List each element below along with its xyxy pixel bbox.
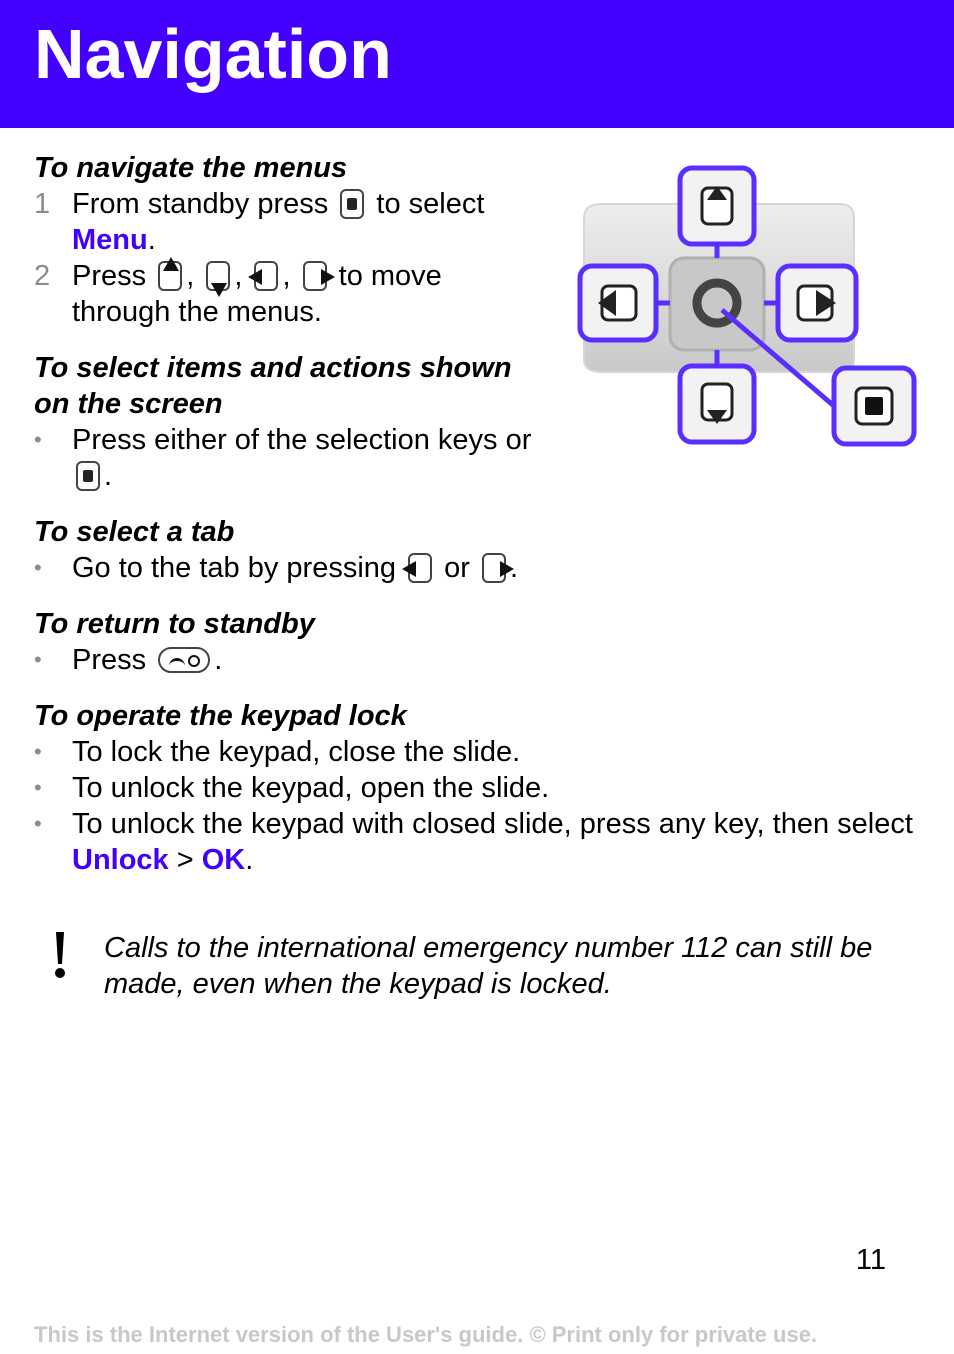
bullet-item	[34, 642, 924, 678]
nav-right-key-icon	[303, 261, 327, 291]
bullet-text: To unlock the keypad, open the slide.	[72, 772, 550, 804]
bullet-item	[34, 770, 924, 806]
bullet: •	[34, 775, 42, 800]
bullet-text: or	[444, 552, 470, 584]
bullet: •	[34, 427, 42, 452]
bullet-item	[34, 550, 924, 586]
section-title: To operate the keypad lock	[34, 700, 407, 732]
nav-left-key-icon	[408, 553, 432, 583]
bullet-text: .	[245, 844, 254, 876]
step-text: to move through the menus.	[72, 260, 442, 328]
warning-icon	[50, 930, 70, 980]
bullet-item	[34, 806, 924, 878]
bullet-text: Press	[72, 644, 147, 676]
bullet-text: To unlock the keypad with closed slide, press any key, then select	[72, 808, 913, 840]
bullet-text: .	[510, 552, 519, 584]
section-title: To navigate the menus	[34, 152, 348, 184]
section-title: To return to standby	[34, 608, 315, 640]
menu-link: Menu	[72, 224, 148, 256]
bullet: •	[34, 739, 42, 764]
nav-down-key-icon	[206, 261, 230, 291]
bullet-text: .	[214, 644, 223, 676]
step-number: 1	[34, 188, 51, 220]
page-number: 11	[855, 1244, 886, 1276]
step-1	[34, 186, 544, 258]
navigation-key-diagram	[572, 160, 924, 450]
navigation-key-diagram-svg	[572, 160, 924, 450]
section-title: To select a tab	[34, 516, 235, 548]
step-text: From standby press	[72, 188, 329, 220]
step-text: .	[147, 224, 156, 256]
note-text: Calls to the international emergency number 112 can still be made, even when the keypad is locked.	[104, 932, 873, 1000]
bullet-text: To lock the keypad, close the slide.	[72, 736, 521, 768]
bullet: •	[34, 647, 42, 672]
page-title: Navigation	[34, 15, 392, 93]
section-keypad-lock	[34, 698, 924, 878]
selection-key-icon	[340, 189, 364, 219]
comma: ,	[186, 260, 195, 292]
ok-link: OK	[201, 844, 246, 876]
nav-right-key-icon	[482, 553, 506, 583]
separator: >	[176, 844, 194, 876]
step-2	[34, 258, 544, 330]
selection-key-callout	[834, 368, 914, 444]
bullet: •	[34, 811, 42, 836]
section-return-standby	[34, 606, 924, 678]
selection-key-icon	[76, 461, 100, 491]
footer-disclaimer: This is the Internet version of the User's guide. © Print only for private use.	[34, 1322, 818, 1347]
bullet: •	[34, 555, 42, 580]
nav-up-key-icon	[158, 261, 182, 291]
bullet-text: Go to the tab by pressing	[72, 552, 397, 584]
step-text: to select	[376, 188, 485, 220]
nav-up-key-callout	[680, 168, 754, 244]
step-number: 2	[34, 260, 51, 292]
comma: ,	[282, 260, 291, 292]
bullet-item	[34, 422, 544, 494]
bullet-item	[34, 734, 924, 770]
end-key-icon	[158, 647, 210, 673]
step-text: Press	[72, 260, 147, 292]
section-title: To select items and actions shown on the screen	[34, 352, 512, 420]
comma: ,	[234, 260, 243, 292]
nav-left-key-icon	[254, 261, 278, 291]
nav-down-key-callout	[680, 366, 754, 442]
section-select-tab	[34, 514, 924, 586]
bullet-text: .	[104, 460, 113, 492]
nav-left-key-callout	[580, 266, 656, 340]
bullet-text: Press either of the selection keys or	[72, 424, 532, 456]
unlock-link: Unlock	[72, 844, 169, 876]
nav-right-key-callout	[778, 266, 856, 340]
title-banner	[0, 0, 954, 128]
